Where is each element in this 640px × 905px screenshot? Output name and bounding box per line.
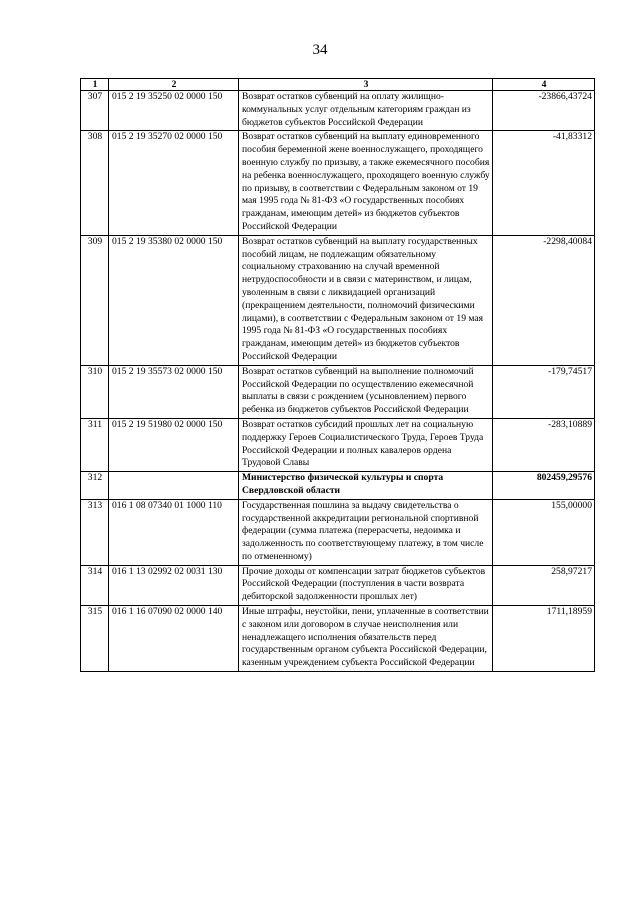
- amount-cell: -23866,43724: [493, 91, 595, 131]
- budget-code-cell: 016 1 08 07340 01 1000 110: [109, 499, 239, 565]
- budget-code-cell: 015 2 19 51980 02 0000 150: [109, 418, 239, 471]
- description-cell: Государственная пошлина за выдачу свидетельства о государственной аккредитации региональной спортивной федерации (сумма платежа (перерасчеты, недоимка и задолженность по соответствующему платежу, в том числе по отмененному): [239, 499, 493, 565]
- amount-cell: 802459,29576: [493, 472, 595, 500]
- budget-code-cell: [109, 472, 239, 500]
- column-header-1: 1: [81, 79, 109, 91]
- column-header-3: 3: [239, 79, 493, 91]
- description-cell: Возврат остатков субвенций на оплату жилищно-коммунальных услуг отдельным категориям граждан из бюджетов субъектов Российской Федерации: [239, 91, 493, 131]
- amount-cell: 155,00000: [493, 499, 595, 565]
- page-number: 34: [312, 42, 328, 58]
- table-header-row: [81, 79, 595, 91]
- table-row: [81, 131, 595, 235]
- row-number-cell: 309: [81, 235, 109, 365]
- row-number-cell: 310: [81, 365, 109, 418]
- row-number-cell: 307: [81, 91, 109, 131]
- description-cell: Министерство физической культуры и спорта Свердловской области: [239, 472, 493, 500]
- table-body: [81, 91, 595, 672]
- table-row: [81, 499, 595, 565]
- description-cell: Возврат остатков субвенций на выплату единовременного пособия беременной жене военнослужащего, проходящего военную службу по призыву, а также ежемесячного пособия на ребенка военнослужащего, проходящего военную службу по призыву, в соответствии с Федеральным законом от 19 мая 1995 года № 81-ФЗ «О государственных пособиях гражданам, имеющим детей» из бюджетов субъектов Российской Федерации: [239, 131, 493, 235]
- row-number-cell: 311: [81, 418, 109, 471]
- table-row: [81, 91, 595, 131]
- amount-cell: -179,74517: [493, 365, 595, 418]
- description-cell: Возврат остатков субвенций на выплату государственных пособий лицам, не подлежащим обязательному социальному страхованию на случай временной нетрудоспособности и в связи с материнством, и лицам, уволенным в связи с ликвидацией организаций (прекращением деятельности, полномочий физическими лицами), в соответствии с Федеральным законом от 19 мая 1995 года № 81-ФЗ «О государственных пособиях гражданам, имеющим детей» из бюджетов субъектов Российской Федерации: [239, 235, 493, 365]
- amount-cell: -41,83312: [493, 131, 595, 235]
- budget-code-cell: 015 2 19 35250 02 0000 150: [109, 91, 239, 131]
- column-header-2: 2: [109, 79, 239, 91]
- budget-code-cell: 015 2 19 35270 02 0000 150: [109, 131, 239, 235]
- table-row: [81, 565, 595, 605]
- budget-code-cell: 015 2 19 35573 02 0000 150: [109, 365, 239, 418]
- column-header-4: 4: [493, 79, 595, 91]
- amount-cell: 1711,18959: [493, 606, 595, 672]
- budget-code-cell: 015 2 19 35380 02 0000 150: [109, 235, 239, 365]
- description-cell: Возврат остатков субсидий прошлых лет на социальную поддержку Героев Социалистического Труда, Героев Труда Российской Федерации и полных кавалеров ордена Трудовой Славы: [239, 418, 493, 471]
- table-row: [81, 418, 595, 471]
- row-number-cell: 313: [81, 499, 109, 565]
- row-number-cell: 314: [81, 565, 109, 605]
- description-cell: Иные штрафы, неустойки, пени, уплаченные в соответствии с законом или договором в случае неисполнения или ненадлежащего исполнения обязательств перед государственным органом субъекта Российской Федерации, казенным учреждением субъекта Российской Федерации: [239, 606, 493, 672]
- description-cell: Возврат остатков субвенций на выполнение полномочий Российской Федерации по осуществлению ежемесячной выплаты в связи с рождением (усыновлением) первого ребенка из бюджетов субъектов Российской Федерации: [239, 365, 493, 418]
- budget-code-cell: 016 1 13 02992 02 0031 130: [109, 565, 239, 605]
- row-number-cell: 312: [81, 472, 109, 500]
- budget-code-cell: 016 1 16 07090 02 0000 140: [109, 606, 239, 672]
- table-row: [81, 365, 595, 418]
- table-row: [81, 472, 595, 500]
- budget-revenue-table: [80, 78, 595, 672]
- description-cell: Прочие доходы от компенсации затрат бюджетов субъектов Российской Федерации (поступления в части возврата дебиторской задолженности прошлых лет): [239, 565, 493, 605]
- table-row: [81, 235, 595, 365]
- amount-cell: -283,10889: [493, 418, 595, 471]
- table-row: [81, 606, 595, 672]
- amount-cell: 258,97217: [493, 565, 595, 605]
- row-number-cell: 308: [81, 131, 109, 235]
- row-number-cell: 315: [81, 606, 109, 672]
- amount-cell: -2298,40084: [493, 235, 595, 365]
